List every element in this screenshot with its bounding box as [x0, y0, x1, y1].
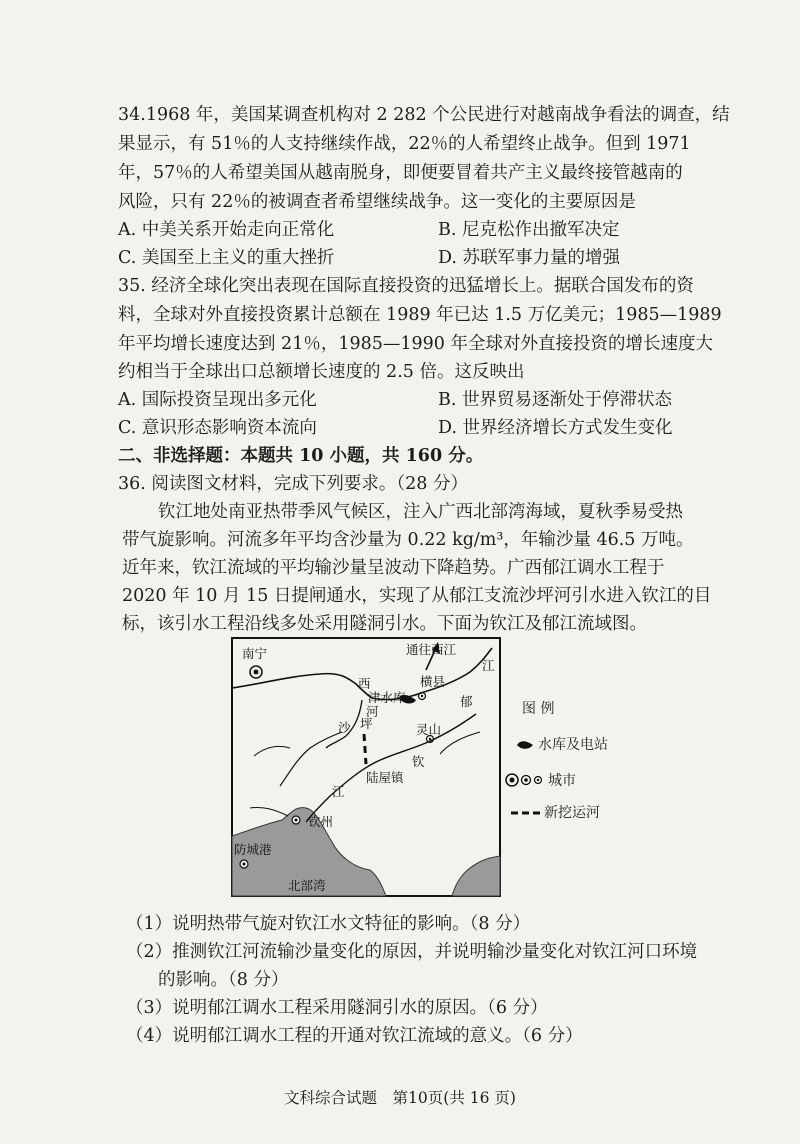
label-yu: 郁 — [460, 694, 473, 709]
qinjiang-yujiang-basin-map — [230, 636, 502, 898]
q36-head: 36. 阅读图文材料，完成下列要求。（28 分） — [118, 474, 468, 494]
label-jiang-ne: 江 — [482, 658, 495, 673]
label-nanning: 南宁 — [242, 646, 268, 661]
q36-material-5: 标，该引水工程沿线多处采用隧洞引水。下面为钦江及郁江流域图。 — [122, 614, 647, 634]
q36-material-4: 2020 年 10 月 15 日提闸通水，实现了从郁江支流沙坪河引水进入钦江的目 — [122, 586, 712, 606]
q34-line-2: 果显示，有 51％的人支持继续作战，22％的人希望终止战争。但到 1971 — [118, 134, 691, 154]
label-ping: 坪 — [360, 716, 373, 731]
q34-line-1: 34.1968 年，美国某调查机构对 2 282 个公民进行对越南战争看法的调查，结 — [118, 105, 730, 125]
legend-city-icon — [505, 772, 545, 788]
legend-city-label: 城市 — [548, 773, 576, 789]
q36-material-3: 近年来，钦江流域的平均输沙量呈波动下降趋势。广西郁江调水工程于 — [122, 558, 665, 578]
label-luwu: 陆屋镇 — [366, 770, 404, 785]
label-qinzhou: 钦州 — [308, 814, 334, 829]
q35-option-a: A. 国际投资呈现出多元化 — [118, 390, 317, 410]
legend-reservoir-label: 水库及电站 — [538, 737, 608, 753]
q35-line-3: 年平均增长速度达到 21％，1985—1990 年全球对外直接投资的增长速度大 — [118, 334, 713, 354]
q35-line-2: 料，全球对外直接投资累计总额在 1989 年已达 1.5 万亿美元；1985—1989 — [118, 305, 722, 325]
label-xi: 西 — [358, 676, 371, 691]
q34-line-4: 风险，只有 22％的被调查者希望继续战争。这一变化的主要原因是 — [118, 192, 636, 212]
q34-option-a: A. 中美关系开始走向正常化 — [118, 220, 335, 240]
label-fangchenggang: 防城港 — [234, 842, 272, 857]
section-title: 二、非选择题：本题共 10 小题，共 160 分。 — [118, 446, 484, 466]
qinzhou-city-icon — [292, 816, 300, 824]
q34-line-3: 年，57％的人希望美国从越南脱身，即便要冒着共产主义最终接管越南的 — [118, 163, 683, 183]
label-lingshan: 灵山 — [416, 722, 442, 737]
q36-sub-3: （3）说明郁江调水工程采用隧洞引水的原因。（6 分） — [126, 998, 548, 1018]
legend-canal-label: 新挖运河 — [544, 805, 600, 821]
label-he: 河 — [366, 704, 379, 719]
label-jin-reservoir: 津水库 — [368, 690, 406, 705]
q34-option-d: D. 苏联军事力量的增强 — [438, 248, 621, 268]
q36-sub-2-cont: 的影响。（8 分） — [158, 970, 289, 990]
label-jiang-mid: 江 — [332, 784, 345, 799]
q35-line-4: 约相当于全球出口总额增长速度的 2.5 倍。这反映出 — [118, 362, 525, 382]
q36-material-2: 带气旋影响。河流多年平均含沙量为 0.22 kg/m³，年输沙量 46.5 万吨。 — [122, 530, 694, 550]
label-beibu-gulf: 北部湾 — [288, 878, 326, 893]
label-to-xijiang: 通往西江 — [406, 642, 457, 657]
q35-option-b: B. 世界贸易逐渐处于停滞状态 — [438, 390, 672, 410]
label-hengxian: 横县 — [420, 674, 446, 689]
legend-reservoir-icon — [516, 738, 536, 752]
label-qin: 钦 — [412, 754, 425, 769]
q34-option-b: B. 尼克松作出撤军决定 — [438, 220, 620, 240]
q35-line-1: 35. 经济全球化突出表现在国际直接投资的迅猛增长上。据联合国发布的资 — [118, 276, 694, 296]
q36-sub-2: （2）推测钦江河流输沙量变化的原因，并说明输沙量变化对钦江河口环境 — [126, 942, 698, 962]
page-footer: 文科综合试题 第10页(共 16 页) — [284, 1089, 516, 1107]
q36-material-1: 钦江地处南亚热带季风气候区，注入广西北部湾海域，夏秋季易受热 — [158, 502, 683, 522]
q34-option-c: C. 美国至上主义的重大挫折 — [118, 248, 335, 268]
q36-sub-1: （1）说明热带气旋对钦江水文特征的影响。（8 分） — [126, 914, 531, 934]
legend-canal-icon — [510, 808, 542, 818]
q35-option-c: C. 意识形态影响资本流向 — [118, 418, 317, 438]
legend-title: 图 例 — [522, 701, 555, 717]
fangchenggang-city-icon — [240, 860, 248, 868]
q35-option-d: D. 世界经济增长方式发生变化 — [438, 418, 673, 438]
label-sha: 沙 — [338, 720, 351, 735]
q36-sub-4: （4）说明郁江调水工程的开通对钦江流域的意义。（6 分） — [126, 1026, 583, 1046]
new-canal — [364, 734, 366, 764]
